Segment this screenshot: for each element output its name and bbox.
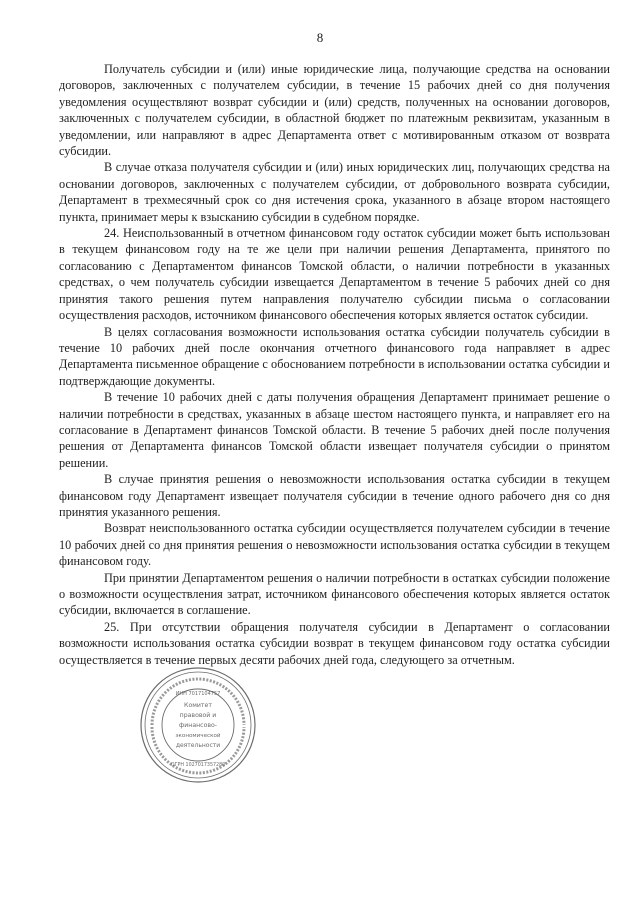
stamp-line-5: деятельности	[175, 742, 221, 749]
paragraph-clause-25: 25. При отсутствии обращения получателя субсидии в Департамент о согласовании возможности использования остатка субсидии возврат в текущем финансовом году остатка субсидии осуществляется в течение первых десяти рабочих дней года, следующего за отчетным.	[59, 619, 610, 667]
paragraph-balance-return: Возврат неиспользованного остатка субсидии осуществляется получателем субсидии в течение 10 рабочих дней со дня принятия решения о невозможности использования остатка субсидии в текущем финансовом году.	[59, 521, 610, 569]
paragraph-refusal-enforcement: В случае отказа получателя субсидии и (или) иных юридических лиц, получающих средства на основании договоров, заключенных с получателем субсидии, от добровольного возврата субсидии, Департамент в трехмесячный срок со дня истечения срока, указанного в абзаце втором настоящего пункта, принимает меры к взысканию субсидии в судебном порядке.	[59, 160, 610, 224]
stamp-line-3: финансово-	[178, 722, 218, 729]
paragraph-clause-24: 24. Неиспользованный в отчетном финансовом году остаток субсидии может быть использован в текущем финансовом году на те же цели при наличии решения Департамента, принятого по согласованию с Департаментом финансов Томской области, о наличии потребности в указанных средствах, о чем получатель субсидии извещается Департаментом в течение 5 рабочих дней со дня принятия такого решения путем направления получателю субсидии письма о согласовании осуществления расходов, источником финансового обеспечения которых является остаток субсидии.	[59, 226, 610, 323]
stamp-top-code: ИНН 7017104757	[175, 691, 221, 697]
page-number: 8	[316, 30, 324, 45]
paragraph-agreement-inclusion: При принятии Департаментом решения о наличии потребности в остатках субсидии положение о возможности осуществления затрат, источником финансового обеспечения которых является остаток субсидии, включается в соглашение.	[59, 570, 610, 618]
stamp-line-1: Комитет	[184, 702, 212, 709]
paragraph-impossibility-notice: В случае принятия решения о невозможности использования остатка субсидии в текущем финансовом году Департамент извещает получателя субсидии в течение одного рабочего дня со дня принятия указанного решения.	[59, 472, 610, 519]
document-body	[59, 61, 610, 668]
stamp-line-2: правовой и	[179, 712, 217, 719]
paragraph-decision-period: В течение 10 рабочих дней с даты получения обращения Департамент принимает решение о наличии потребности в средствах, указанных в абзаце шестом настоящего пункта, и направляет его на согласование в Департамент финансов Томской области. В течение 5 рабочих дней после получения решения от Департамента финансов Томской области извещает получателя субсидии о принятом решении.	[59, 390, 610, 470]
stamp-bottom-code: ОГРН 1027017357280	[170, 763, 226, 768]
stamp-line-4: экономической	[175, 733, 221, 739]
official-stamp	[138, 665, 258, 785]
paragraph-approval-request: В целях согласования возможности использования остатка субсидии получатель субсидии в течение 10 рабочих дней после окончания отчетного финансового года направляет в адрес Департамента письменное обращение с обоснованием потребности в использовании остатка субсидии и подтверждающие документы.	[59, 324, 610, 388]
paragraph-refund-procedure: Получатель субсидии и (или) иные юридические лица, получающие средства на основании договоров, заключенных с получателем субсидии, в течение 15 рабочих дней со дня получения уведомления осуществляют возврат субсидии и (или) средств, полученных на основании договоров, заключенных с получателем субсидии, в областной бюджет по платежным реквизитам, указанным в уведомлении, или направляют в адрес Департамента ответ с мотивированным отказом от возврата субсидии.	[59, 62, 610, 159]
